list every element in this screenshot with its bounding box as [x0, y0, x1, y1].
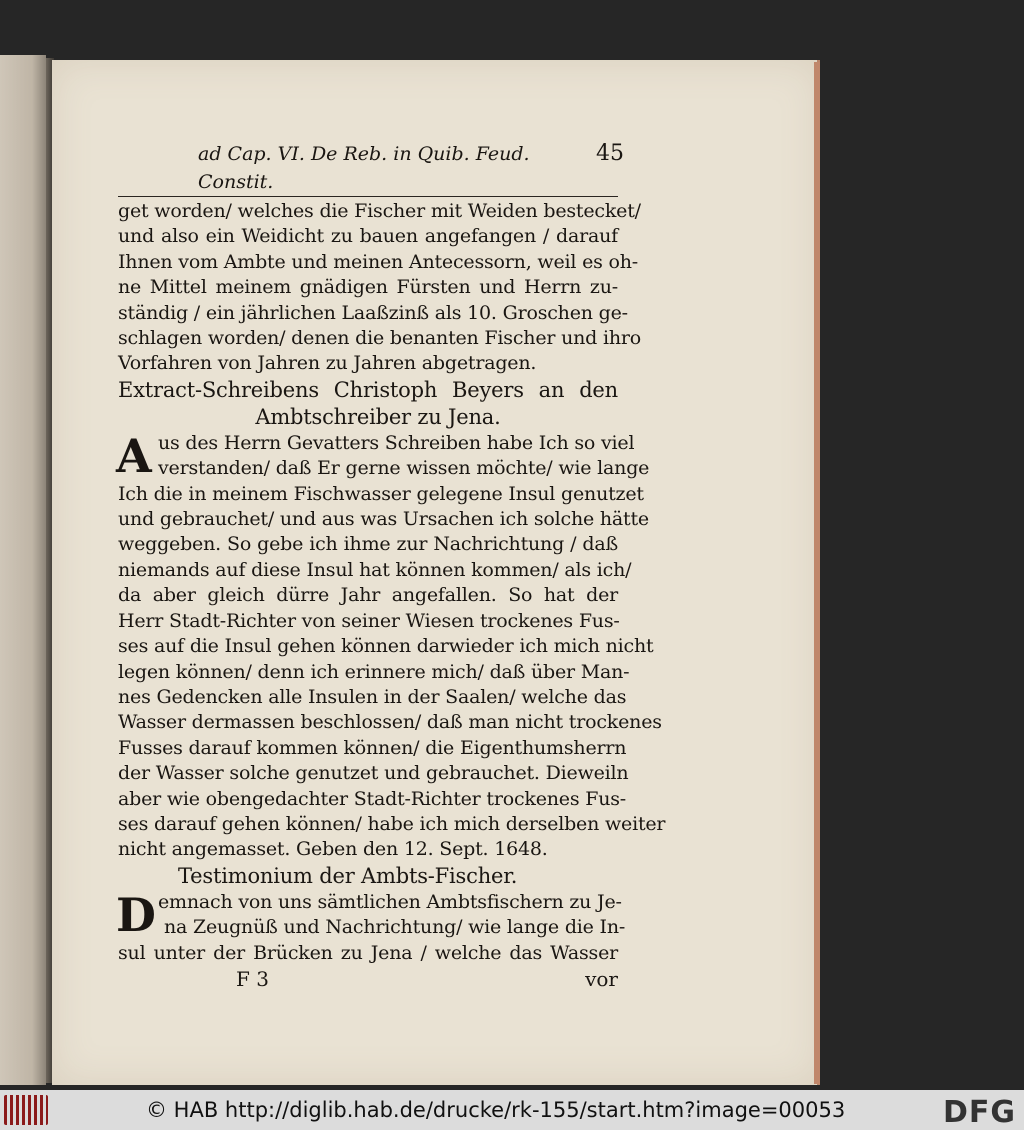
- text-line: Fusses darauf kommen können/ die Eigenthumsherrn: [118, 736, 627, 759]
- text-line: und gebrauchet/ und aus was Ursachen ich solche hätte: [118, 508, 649, 531]
- hab-library-logo-icon: [4, 1095, 48, 1125]
- page-text: [116, 140, 666, 992]
- footer-bar: [0, 1090, 1024, 1130]
- text-line: emnach von uns sämtlichen Ambtsfischern zu Je-: [158, 890, 622, 913]
- section-heading-letter-line2: Ambtschreiber zu Jena.: [255, 404, 501, 429]
- running-head: [118, 140, 624, 197]
- text-line: aber wie obengedachter Stadt-Richter trockenes Fus-: [118, 787, 627, 810]
- paragraph-2: [116, 428, 666, 863]
- text-line: nes Gedencken alle Insulen in der Saalen/ welche das: [118, 685, 627, 708]
- running-head-title: ad Cap. VI. De Reb. in Quib. Feud. Constit.: [198, 143, 530, 193]
- text-line: da aber gleich dürre Jahr angefallen. So hat der: [118, 584, 618, 607]
- text-line: Ihnen vom Ambte und meinen Antecessorn, weil es oh-: [118, 250, 639, 273]
- signature-line: [118, 966, 618, 992]
- text-line: get worden/ welches die Fischer mit Weiden bestecket/: [118, 200, 641, 222]
- section-heading-letter: Extract-Schreibens Christoph Beyers an den: [118, 377, 618, 402]
- text-line: und also ein Weidicht zu bauen angefangen / darauf: [118, 225, 618, 248]
- text-line: ständig / ein jährlichen Laaßzinß als 10. Groschen ge-: [118, 301, 628, 324]
- text-line: Herr Stadt-Richter von seiner Wiesen trockenes Fus-: [118, 609, 620, 632]
- text-line: ne Mittel meinem gnädigen Fürsten und Herrn zu-: [118, 276, 618, 299]
- text-line: ses auf die Insul gehen können darwieder ich mich nicht: [118, 635, 654, 658]
- text-line: der Wasser solche genutzet und gebrauchet. Dieweiln: [118, 762, 629, 785]
- text-line: sul unter der Brücken zu Jena / welche das Wasser: [118, 941, 618, 964]
- text-line: Ich die in meinem Fischwasser gelegene Insul genutzet: [118, 482, 644, 505]
- paragraph-1: [118, 199, 642, 377]
- copyright-url-text[interactable]: © HAB http://diglib.hab.de/drucke/rk-155/start.htm?image=00053: [146, 1098, 846, 1122]
- text-line: ses darauf gehen können/ habe ich mich derselben weiter: [118, 812, 666, 835]
- page-number: 45: [596, 141, 624, 166]
- text-line: Wasser dermassen beschlossen/ daß man nicht trockenes: [118, 711, 662, 734]
- drop-cap-initial: D: [116, 887, 156, 942]
- text-line: Vorfahren von Jahren zu Jahren abgetragen.: [118, 352, 537, 375]
- text-line: weggeben. So gebe ich ihme zur Nachrichtung / daß: [118, 533, 618, 556]
- text-line: niemands auf diese Insul hat können kommen/ als ich/: [118, 558, 632, 581]
- drop-cap-initial: A: [116, 428, 152, 483]
- text-line: na Zeugnüß und Nachrichtung/ wie lange die In-: [164, 916, 626, 939]
- catchword: vor: [585, 966, 618, 991]
- text-line: verstanden/ daß Er gerne wissen möchte/ wie lange: [158, 457, 650, 480]
- text-line: us des Herrn Gevatters Schreiben habe Ich so viel: [158, 431, 635, 454]
- text-line: nicht angemasset. Geben den 12. Sept. 1648.: [118, 838, 548, 861]
- paragraph-3: [116, 887, 626, 966]
- page-fore-edge: [814, 62, 820, 1084]
- section-heading-testimonium: Testimonium der Ambts-Fischer.: [178, 863, 518, 888]
- left-page-edge: [0, 55, 46, 1085]
- text-line: legen können/ denn ich erinnere mich/ daß über Man-: [118, 660, 630, 683]
- text-line: schlagen worden/ denen die benanten Fischer und ihro: [118, 327, 642, 350]
- signature-mark: F 3: [236, 966, 269, 991]
- dfg-logo: DFG: [942, 1095, 1016, 1130]
